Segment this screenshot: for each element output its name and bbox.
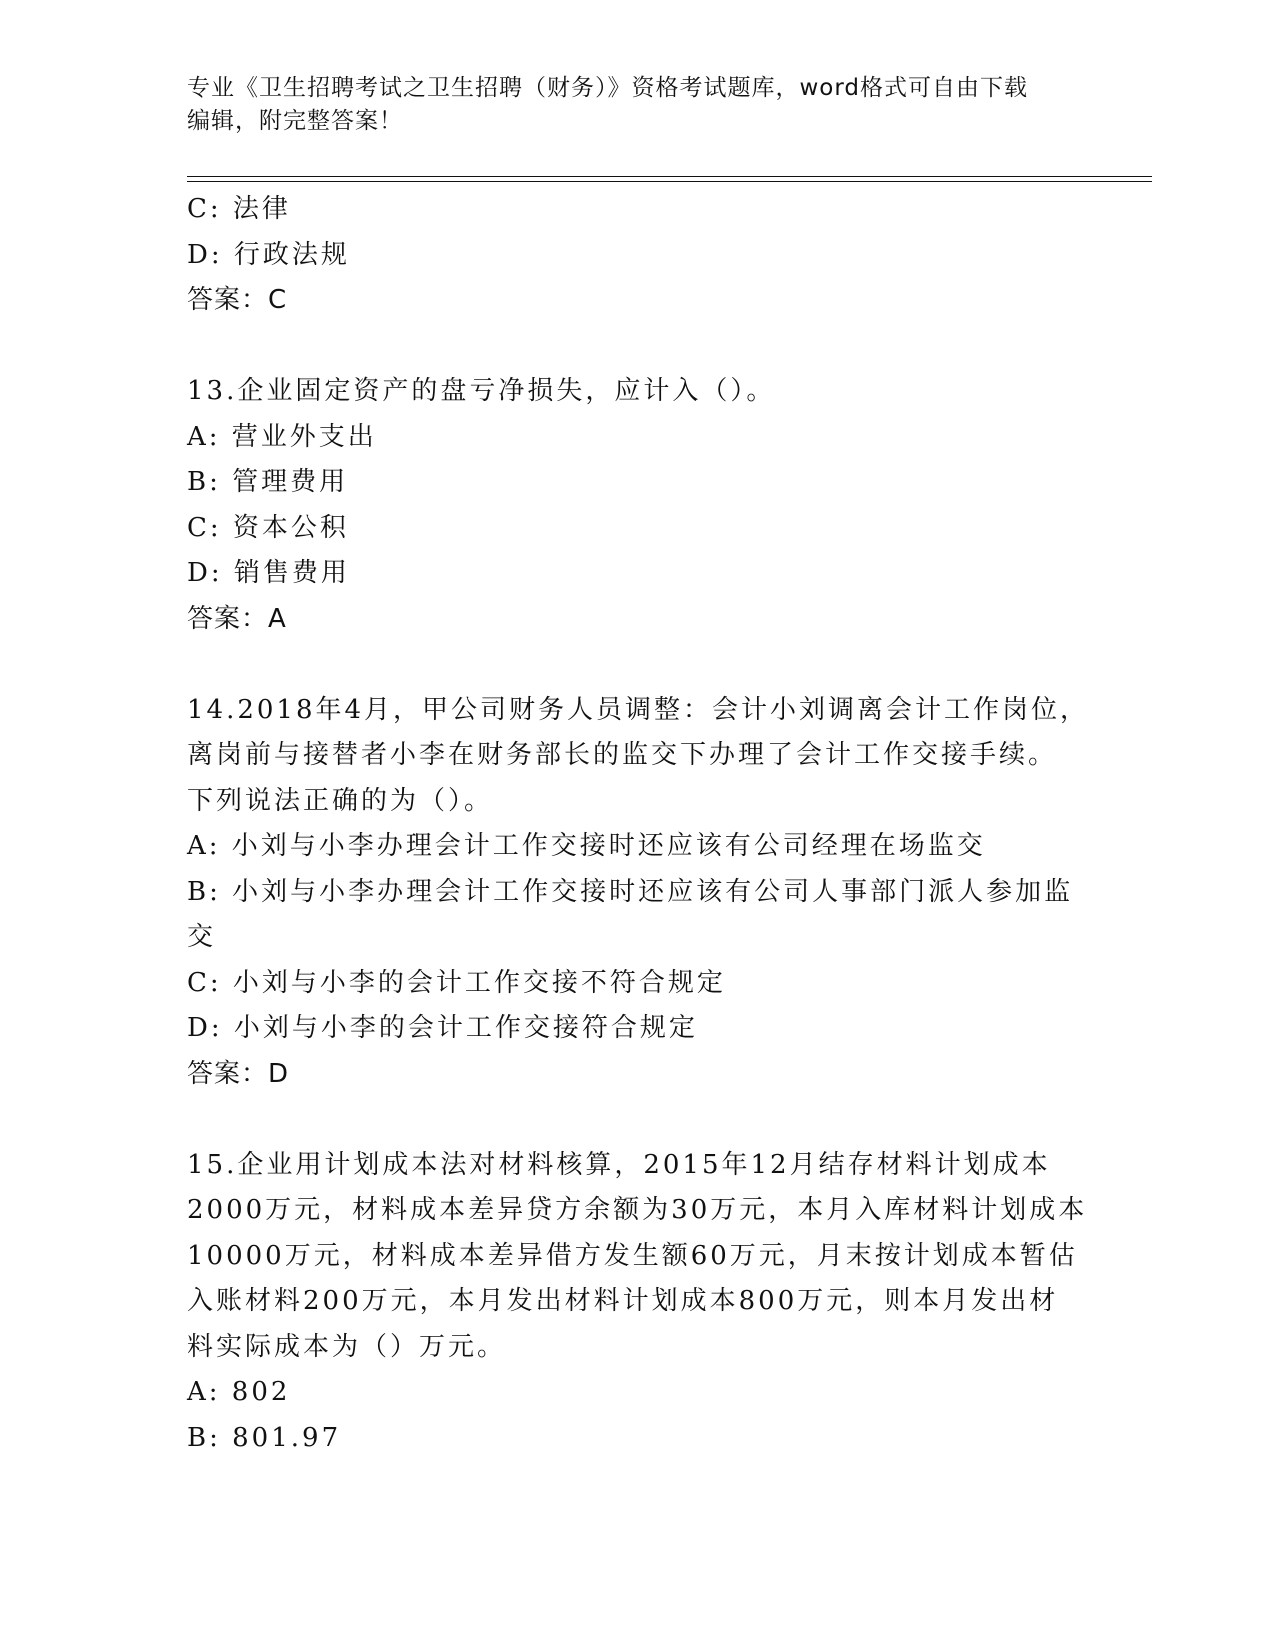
- q15-question-line-4: 入账材料200万元，本月发出材料计划成本800万元，则本月发出材: [187, 1286, 1059, 1316]
- q14-option-d: D: 小刘与小李的会计工作交接符合规定: [187, 1013, 698, 1043]
- spacer: [187, 642, 1087, 688]
- q12-answer: 答案：C: [187, 285, 288, 315]
- question-15: [187, 1143, 1087, 1462]
- document-header: [187, 72, 1067, 138]
- q14-answer: 答案：D: [187, 1058, 290, 1089]
- spacer: [187, 324, 1087, 370]
- q12-option-d: D: 行政法规: [187, 239, 350, 270]
- q14-question-line-2: 离岗前与接替者小李在财务部长的监交下办理了会计工作交接手续。: [187, 740, 1058, 770]
- q13-option-c: C: 资本公积: [187, 512, 349, 543]
- q13-option-b: B: 管理费用: [187, 467, 349, 497]
- q15-question-line-5: 料实际成本为（）万元。: [187, 1331, 507, 1362]
- header-line-2: 编辑，附完整答案！: [187, 108, 403, 134]
- q14-option-a: A: 小刘与小李办理会计工作交接时还应该有公司经理在场监交: [187, 831, 986, 861]
- q13-option-a: A: 营业外支出: [187, 421, 377, 452]
- q14-option-c: C: 小刘与小李的会计工作交接不符合规定: [187, 967, 726, 998]
- q15-question-line-3: 10000万元，材料成本差异借方发生额60万元，月末按计划成本暂估: [187, 1240, 1078, 1271]
- header-rule-bottom: [187, 181, 1152, 182]
- q15-option-a: A: 802: [187, 1377, 291, 1407]
- question-14: [187, 688, 1090, 1098]
- q13-question: 13.企业固定资产的盘亏净损失，应计入（）。: [187, 376, 776, 406]
- q13-answer: 答案：A: [187, 603, 287, 634]
- q15-question-line-2: 2000万元，材料成本差异贷方余额为30万元，本月入库材料计划成本: [187, 1195, 1088, 1225]
- question-12: [187, 187, 1087, 324]
- q13-option-d: D: 销售费用: [187, 558, 350, 588]
- q12-option-c: C: 法律: [187, 194, 291, 224]
- spacer: [187, 1097, 1087, 1143]
- q15-option-b: B: 801.97: [187, 1422, 342, 1453]
- header-line-1: 专业《卫生招聘考试之卫生招聘（财务）》资格考试题库，word格式可自由下载: [187, 75, 1029, 101]
- q14-option-b-line-2: 交: [187, 922, 217, 952]
- question-content: [187, 187, 1090, 1461]
- q14-question-line-1: 14.2018年4月，甲公司财务人员调整：会计小刘调离会计工作岗位，: [187, 694, 1090, 725]
- q14-question-line-3: 下列说法正确的为（）。: [187, 785, 494, 816]
- q14-option-b-line-1: B: 小刘与小李办理会计工作交接时还应该有公司人事部门派人参加监: [187, 876, 1074, 907]
- question-13: [187, 369, 1087, 642]
- header-rule-top: [187, 176, 1152, 177]
- q15-question-line-1: 15.企业用计划成本法对材料核算，2015年12月结存材料计划成本: [187, 1149, 1051, 1180]
